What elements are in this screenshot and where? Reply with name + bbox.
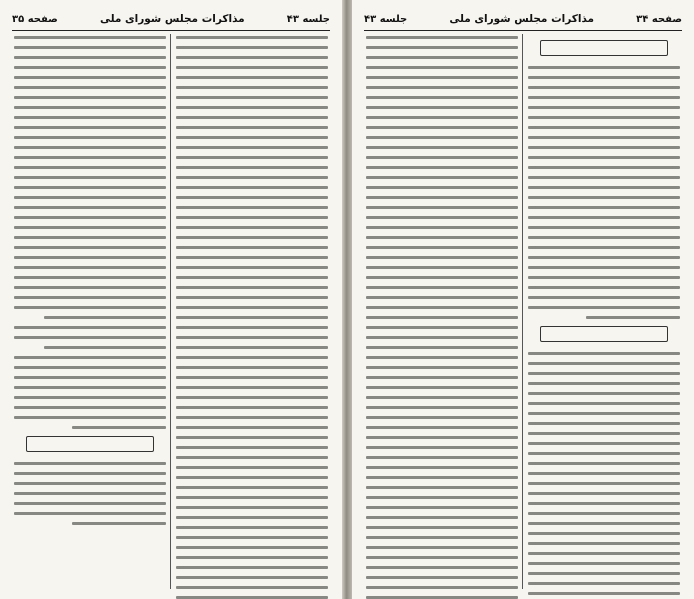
right-page-header-left: جلسه ۴۳ (364, 13, 408, 25)
left-page-header-title: مذاکرات مجلس شورای ملی (99, 13, 245, 25)
boxed-heading (540, 40, 668, 56)
left-page-column-right (176, 36, 328, 589)
right-page-column-right (528, 36, 680, 589)
left-page-header-right: جلسه ۴۳ (286, 13, 330, 25)
right-page-header (364, 8, 682, 31)
right-page-header-right: صفحه ۳۴ (636, 13, 682, 25)
boxed-heading (540, 326, 668, 342)
book-gutter (342, 0, 352, 599)
left-page-header (12, 8, 330, 31)
right-page-column-left (366, 36, 518, 589)
left-page (0, 0, 342, 599)
right-page (352, 0, 694, 599)
left-page-header-left: صفحه ۳۵ (12, 13, 58, 25)
left-page-column-left (14, 36, 166, 589)
boxed-heading (26, 436, 154, 452)
right-page-header-title: مذاکرات مجلس شورای ملی (449, 13, 595, 25)
left-page-column-divider (170, 34, 171, 589)
right-page-column-divider (522, 34, 523, 589)
